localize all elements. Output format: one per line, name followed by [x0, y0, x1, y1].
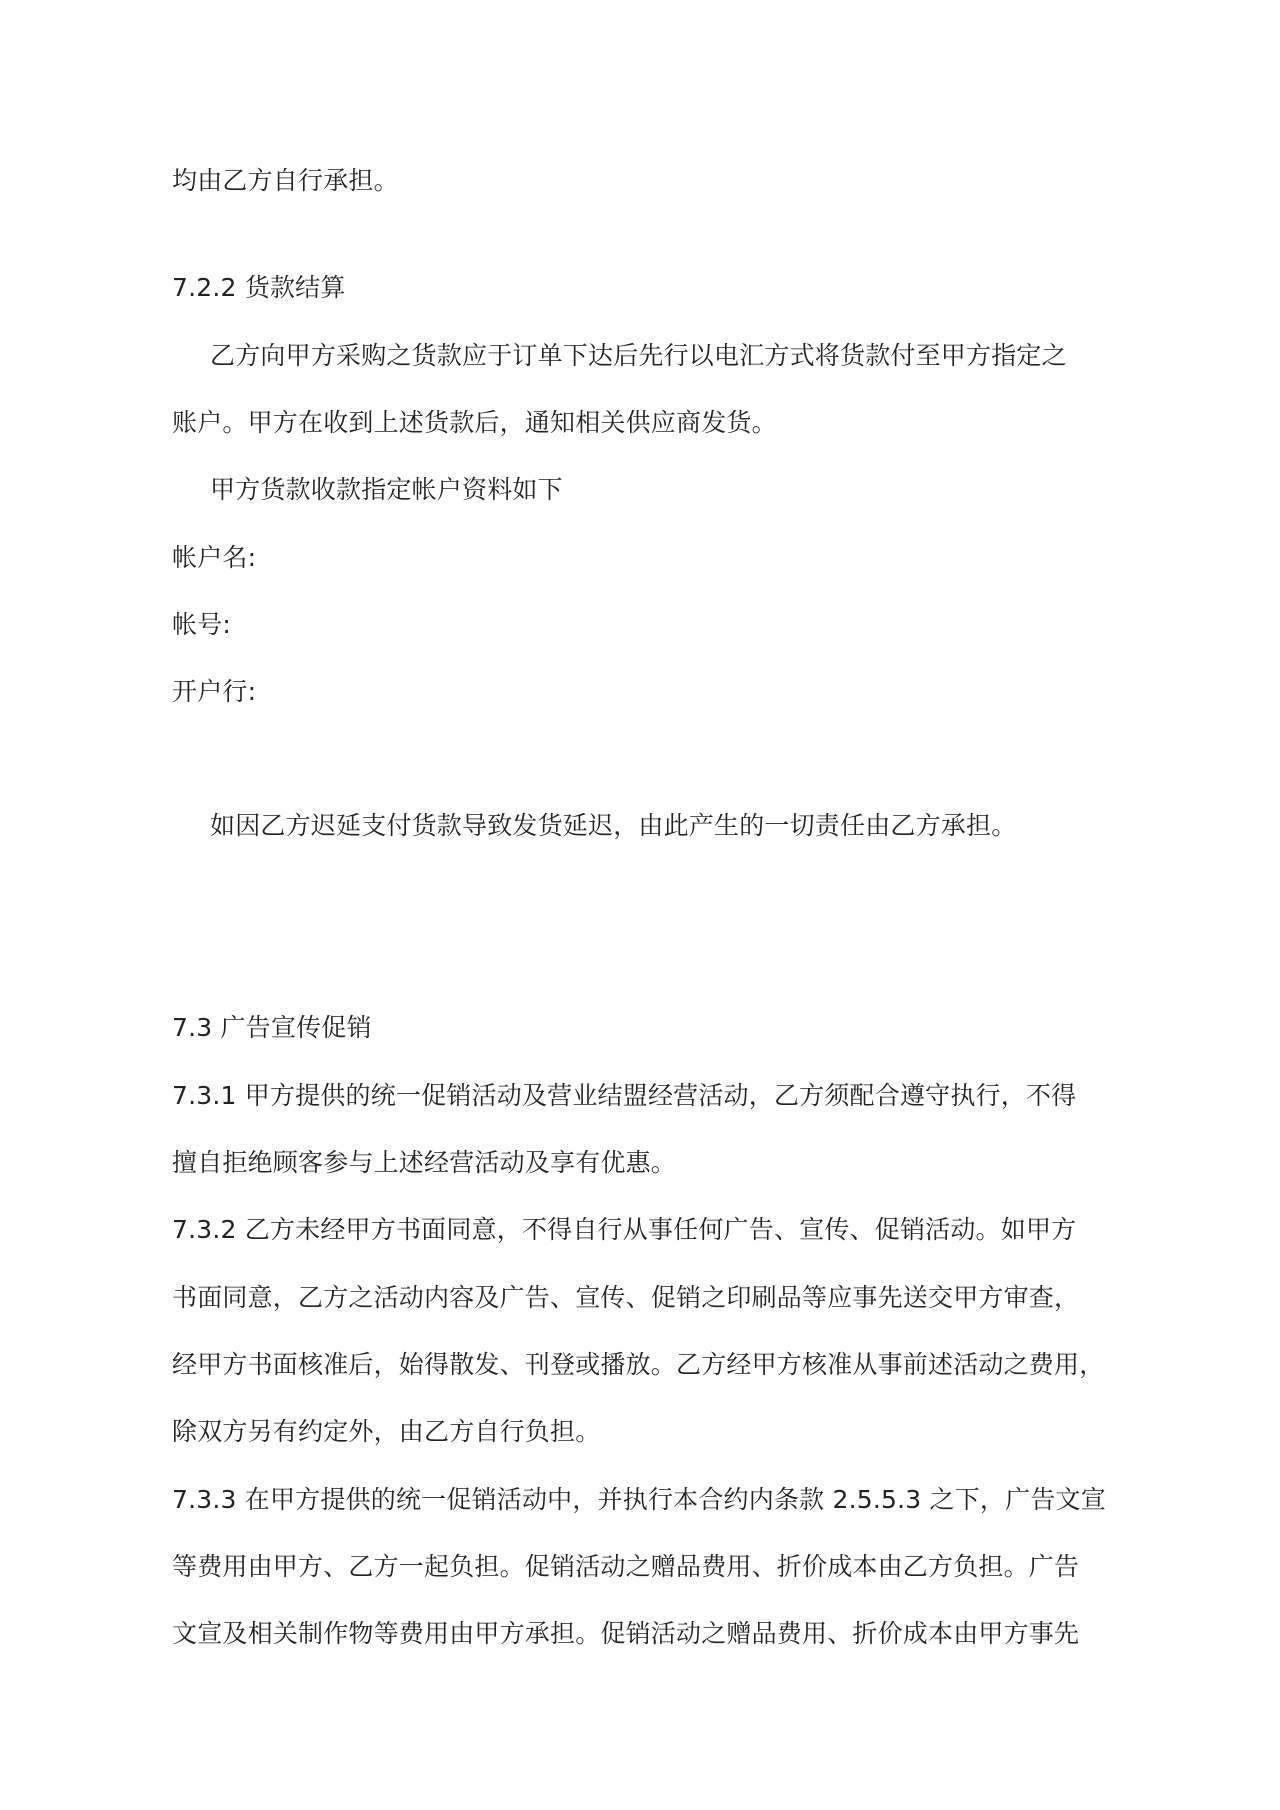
account-number-label: 帐号: — [172, 610, 232, 639]
section-heading-7-3: 7.3 广告宣传促销 — [172, 1013, 372, 1042]
text-line: 文宣及相关制作物等费用由甲方承担。促销活动之赠品费用、折价成本由甲方事先 — [172, 1619, 1080, 1648]
clause-7-3-3: 7.3.3 在甲方提供的统一促销活动中，并执行本合约内条款 2.5.5.3 之下，广告文宣 — [172, 1485, 1106, 1514]
account-name-label: 帐户名: — [172, 543, 257, 572]
text-line: 均由乙方自行承担。 — [172, 166, 399, 195]
text-line: 书面同意，乙方之活动内容及广告、宣传、促销之印刷品等应事先送交甲方审查， — [172, 1283, 1080, 1312]
text-line: 甲方货款收款指定帐户资料如下 — [210, 475, 563, 504]
clause-7-3-1: 7.3.1 甲方提供的统一促销活动及营业结盟经营活动，乙方须配合遵守执行，不得 — [172, 1081, 1077, 1110]
section-heading-7-2-2: 7.2.2 货款结算 — [172, 273, 346, 302]
bank-label: 开户行: — [172, 677, 257, 706]
text-line: 经甲方书面核准后，始得散发、刊登或播放。乙方经甲方核准从事前述活动之费用， — [172, 1350, 1105, 1379]
clause-7-3-2: 7.3.2 乙方未经甲方书面同意，不得自行从事任何广告、宣传、促销活动。如甲方 — [172, 1215, 1077, 1244]
text-line: 等费用由甲方、乙方一起负担。促销活动之赠品费用、折价成本由乙方负担。广告 — [172, 1552, 1080, 1581]
text-line: 乙方向甲方采购之货款应于订单下达后先行以电汇方式将货款付至甲方指定之 — [210, 341, 1067, 370]
text-line: 账户。甲方在收到上述货款后，通知相关供应商发货。 — [172, 408, 777, 437]
text-line: 除双方另有约定外，由乙方自行负担。 — [172, 1417, 601, 1446]
text-line: 如因乙方迟延支付货款导致发货延迟，由此产生的一切责任由乙方承担。 — [210, 811, 1017, 840]
text-line: 擅自拒绝顾客参与上述经营活动及享有优惠。 — [172, 1148, 677, 1177]
